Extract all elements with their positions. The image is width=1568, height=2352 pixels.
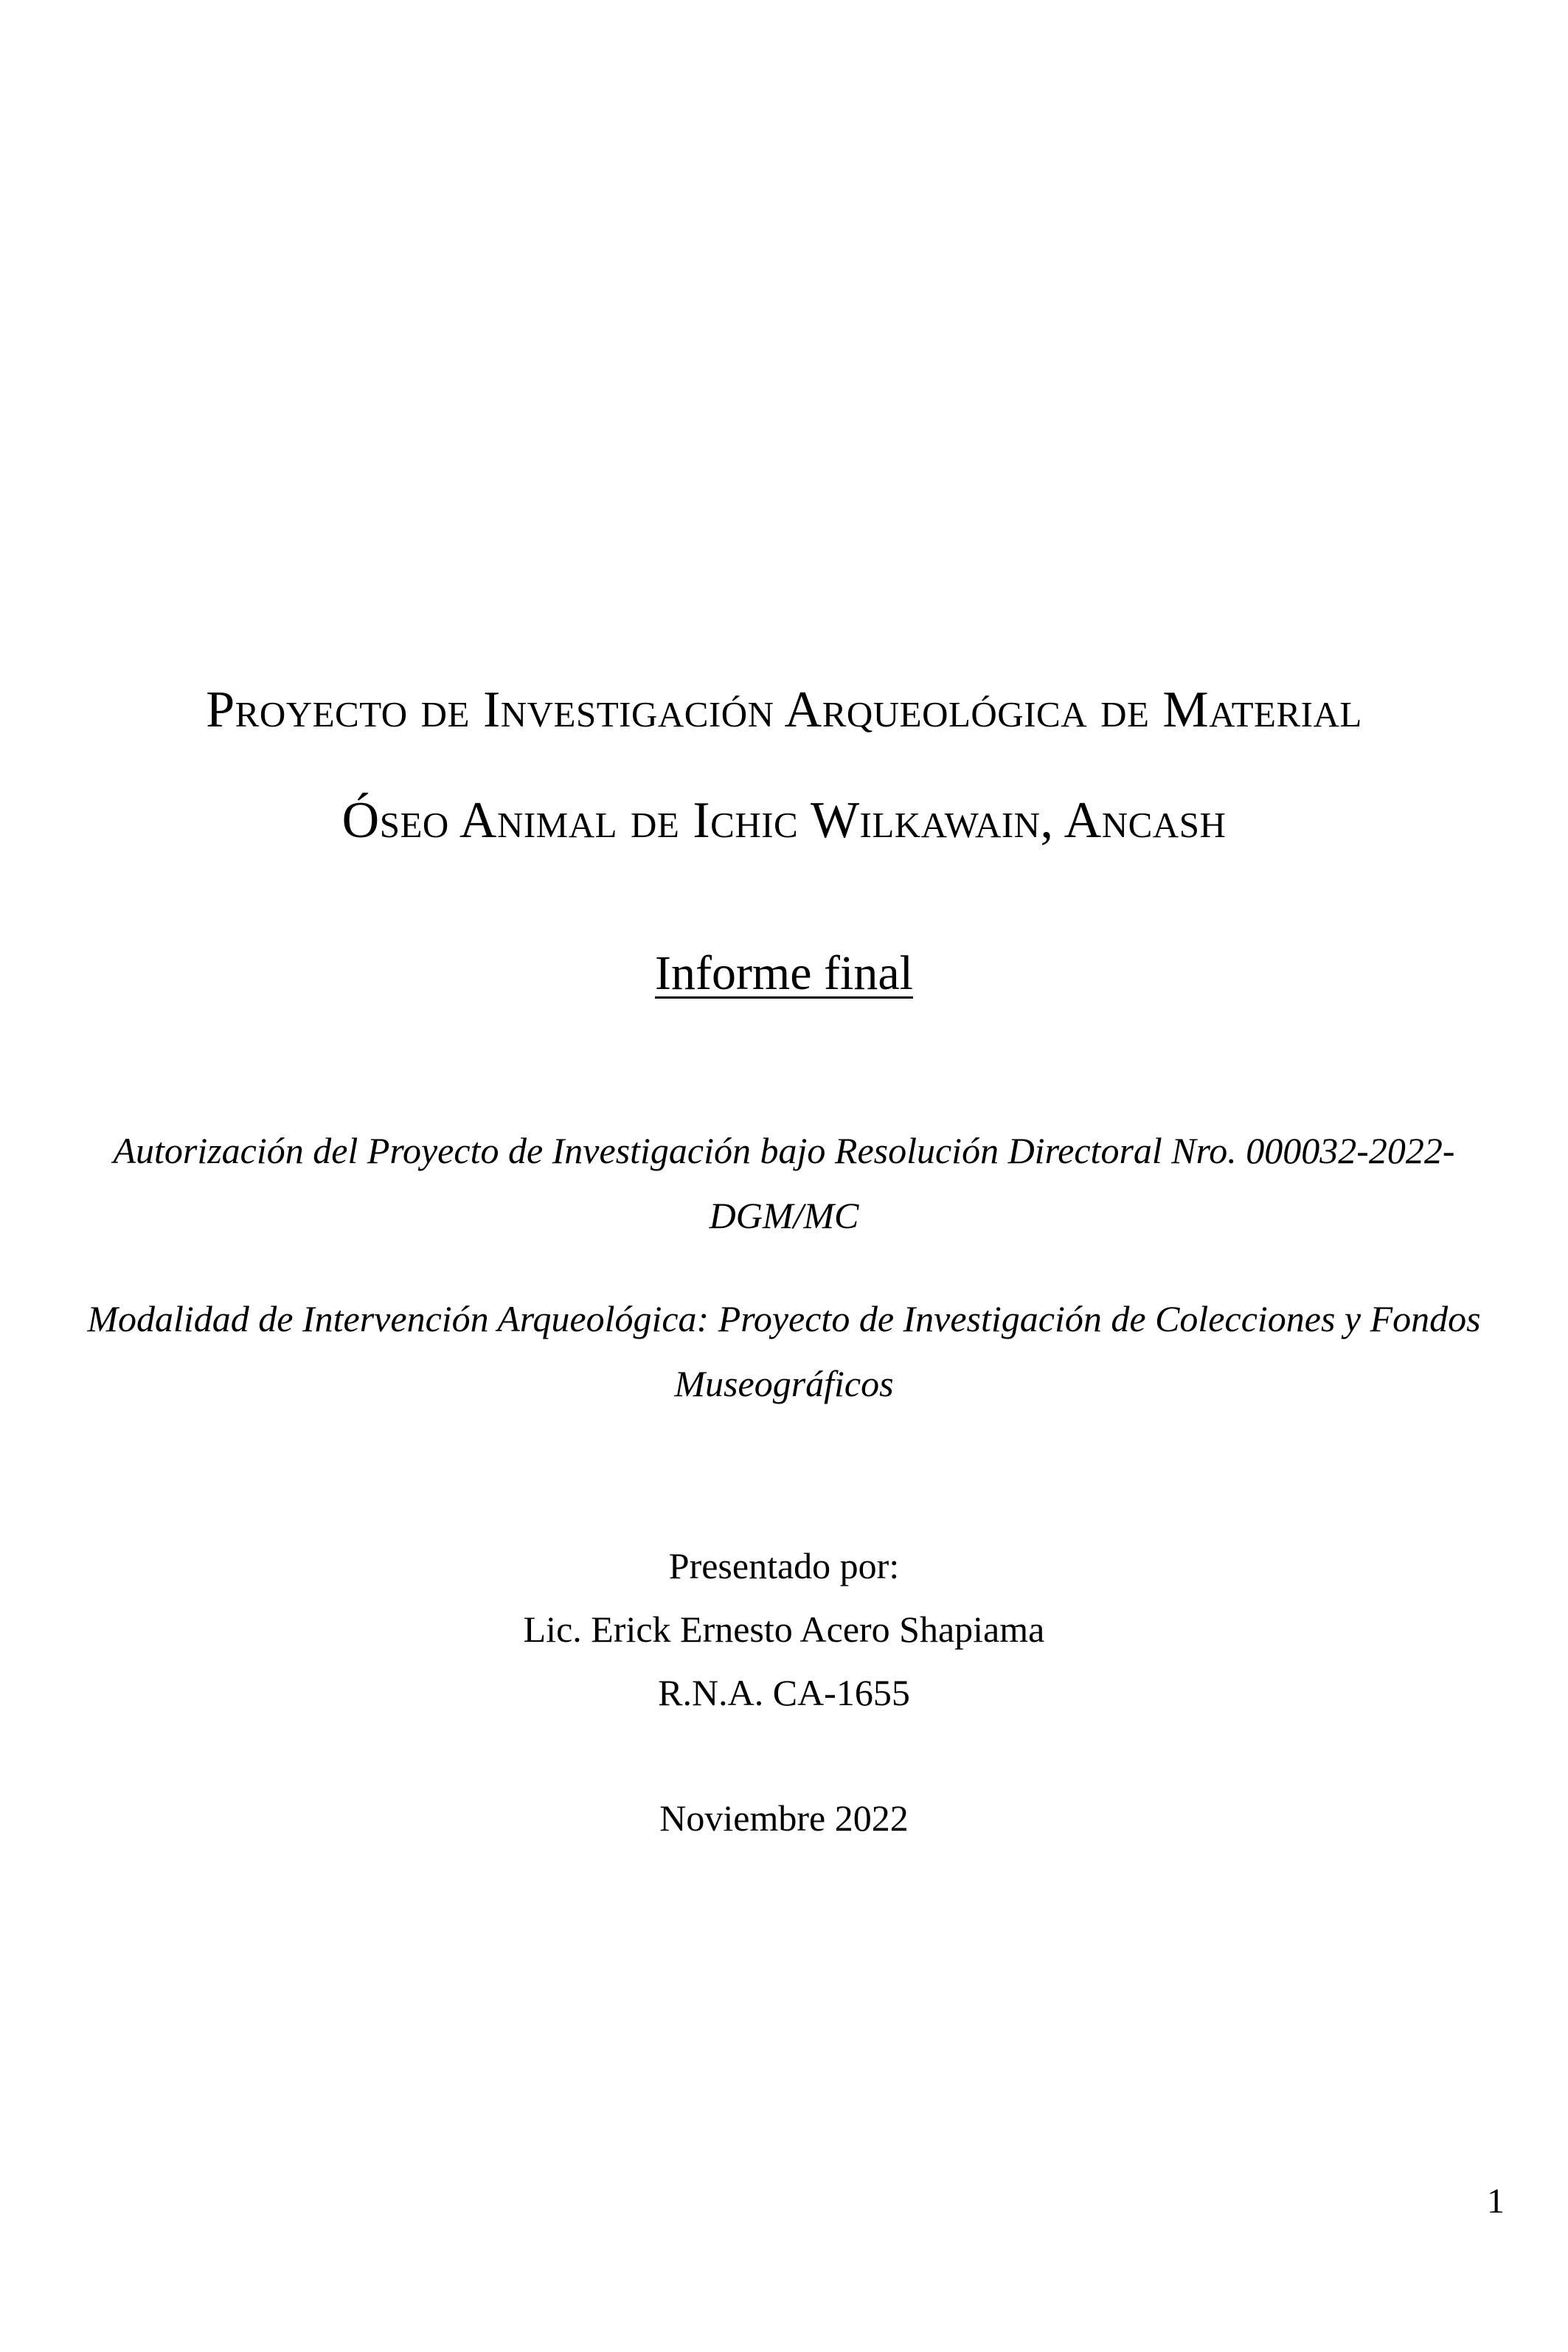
presenter-registration: R.N.A. CA-1655 (658, 1672, 910, 1713)
modality-statement (0, 1286, 1568, 1416)
document-title (0, 655, 1568, 876)
modality-line-1: Modalidad de Intervención Arqueológica: Proyecto de Investigación de Colecciones y Fondos (87, 1298, 1481, 1339)
title-line-2: Óseo Animal de Ichic Wilkawain, Ancash (341, 792, 1227, 849)
authorization-line-1: Autorización del Proyecto de Investigación bajo Resolución Directoral Nro. 000032-2022- (113, 1130, 1455, 1171)
page-number: 1 (1487, 2182, 1505, 2221)
authorization-statement (0, 1118, 1568, 1248)
modality-line-2: Museográficos (674, 1363, 894, 1404)
document-subtitle: Informe final (654, 946, 913, 1000)
presented-by-label: Presentado por: (668, 1545, 900, 1586)
presenter-name: Lic. Erick Ernesto Acero Shapiama (523, 1609, 1045, 1650)
document-date: Noviembre 2022 (659, 1797, 909, 1839)
title-line-1: Proyecto de Investigación Arqueológica de Material (206, 681, 1362, 738)
presenter-block (0, 1534, 1568, 1724)
authorization-line-2: DGM/MC (709, 1195, 859, 1236)
